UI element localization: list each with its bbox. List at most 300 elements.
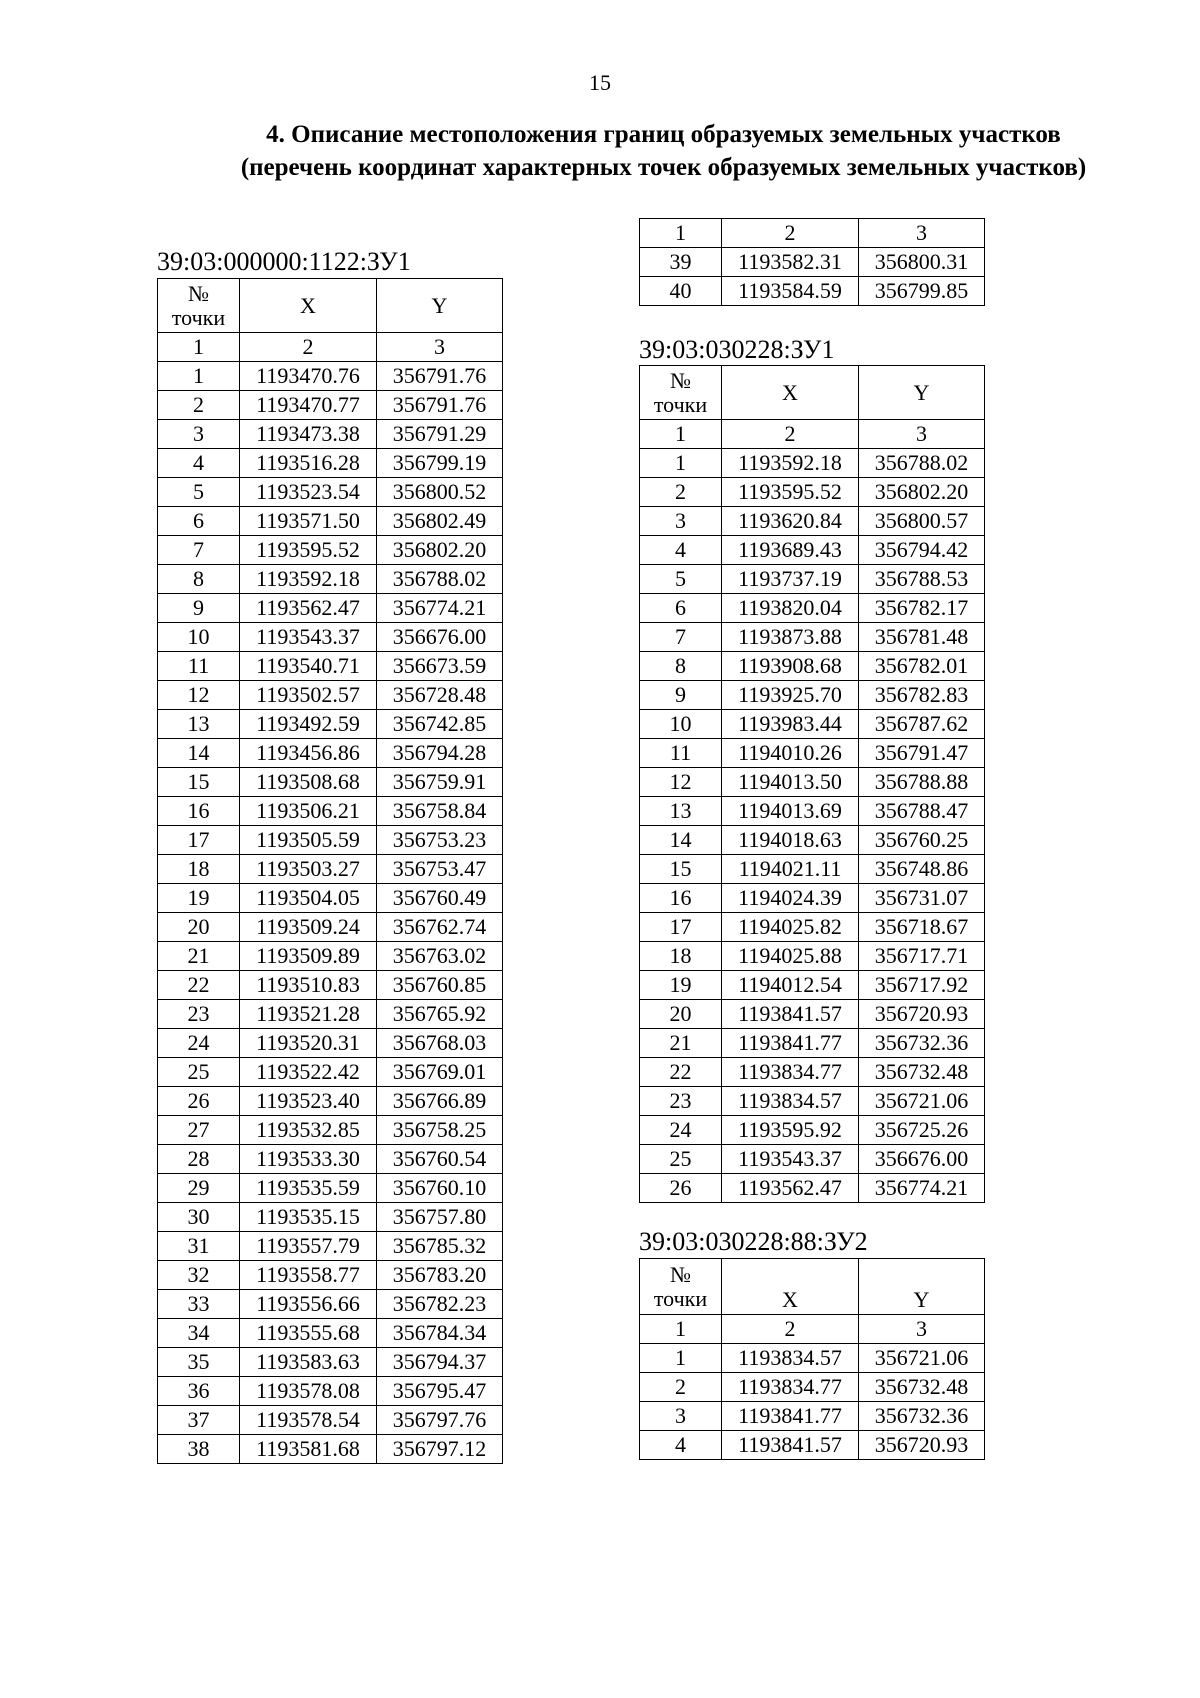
x-coordinate-cell: 1193841.57	[722, 1000, 859, 1029]
y-coordinate-cell: 356802.49	[377, 507, 503, 536]
y-coordinate-cell: 356797.76	[377, 1406, 503, 1435]
header-y: Y	[377, 279, 503, 333]
point-number-cell: 1	[158, 362, 240, 391]
point-number-cell: 8	[158, 565, 240, 594]
y-coordinate-cell: 356732.36	[859, 1402, 985, 1431]
column-index-row	[640, 219, 985, 248]
point-number-cell: 25	[640, 1145, 722, 1174]
x-coordinate-cell: 1193503.27	[240, 855, 377, 884]
x-coordinate-cell: 1193456.86	[240, 739, 377, 768]
title-line-2: (перечень координат характерных точек образуемых земельных участков)	[240, 154, 1087, 181]
section-label-1: 39:03:000000:1122:ЗУ1	[157, 247, 411, 276]
x-coordinate-cell: 1193581.68	[240, 1435, 377, 1464]
y-coordinate-cell: 356794.37	[377, 1348, 503, 1377]
column-index-2: 2	[722, 1315, 859, 1344]
table-row	[158, 652, 503, 681]
y-coordinate-cell: 356800.31	[859, 248, 985, 277]
x-coordinate-cell: 1194021.11	[722, 855, 859, 884]
y-coordinate-cell: 356732.36	[859, 1029, 985, 1058]
x-coordinate-cell: 1194010.26	[722, 739, 859, 768]
table-row	[158, 768, 503, 797]
table-row	[640, 1087, 985, 1116]
header-y: Y	[859, 366, 985, 420]
point-number-cell: 30	[158, 1203, 240, 1232]
x-coordinate-cell: 1193834.77	[722, 1058, 859, 1087]
table-row	[640, 623, 985, 652]
column-index-row	[640, 1315, 985, 1344]
y-coordinate-cell: 356785.32	[377, 1232, 503, 1261]
page-number: 15	[589, 70, 611, 95]
table-row	[158, 1000, 503, 1029]
point-number-cell: 7	[640, 623, 722, 652]
table-row	[158, 623, 503, 652]
section-label-3: 39:03:030228:88:ЗУ2	[639, 1227, 868, 1256]
point-number-cell: 6	[158, 507, 240, 536]
y-coordinate-cell: 356717.71	[859, 942, 985, 971]
point-number-cell: 2	[640, 1373, 722, 1402]
column-index-3: 3	[859, 420, 985, 449]
x-coordinate-cell: 1193540.71	[240, 652, 377, 681]
point-number-cell: 17	[640, 913, 722, 942]
point-number-cell: 6	[640, 594, 722, 623]
point-number-cell: 17	[158, 826, 240, 855]
x-coordinate-cell: 1194013.50	[722, 768, 859, 797]
x-coordinate-cell: 1193473.38	[240, 420, 377, 449]
x-coordinate-cell: 1193584.59	[722, 277, 859, 306]
x-coordinate-cell: 1193521.28	[240, 1000, 377, 1029]
table-row	[158, 1116, 503, 1145]
x-coordinate-cell: 1193562.47	[240, 594, 377, 623]
y-coordinate-cell: 356765.92	[377, 1000, 503, 1029]
y-coordinate-cell: 356795.47	[377, 1377, 503, 1406]
table-row	[158, 1348, 503, 1377]
table-row	[640, 277, 985, 306]
table-row	[158, 1261, 503, 1290]
x-coordinate-cell: 1193834.57	[722, 1344, 859, 1373]
table-row	[158, 797, 503, 826]
column-index-1: 1	[640, 420, 722, 449]
point-number-cell: 22	[158, 971, 240, 1000]
point-number-cell: 3	[158, 420, 240, 449]
table-row	[640, 797, 985, 826]
point-number-cell: 21	[158, 942, 240, 971]
table-header-row	[640, 366, 985, 420]
header-num-symbol: №	[670, 1261, 691, 1287]
x-coordinate-cell: 1193592.18	[722, 449, 859, 478]
table-row	[158, 1435, 503, 1464]
table-row	[640, 739, 985, 768]
x-coordinate-cell: 1193592.18	[240, 565, 377, 594]
y-coordinate-cell: 356791.76	[377, 362, 503, 391]
point-number-cell: 8	[640, 652, 722, 681]
table-row	[640, 855, 985, 884]
x-coordinate-cell: 1193509.89	[240, 942, 377, 971]
x-coordinate-cell: 1194013.69	[722, 797, 859, 826]
point-number-cell: 5	[158, 478, 240, 507]
header-point-number	[158, 279, 240, 333]
point-number-cell: 39	[640, 248, 722, 277]
y-coordinate-cell: 356794.42	[859, 536, 985, 565]
header-num-word: точки	[653, 1285, 708, 1311]
point-number-cell: 27	[158, 1116, 240, 1145]
point-number-cell: 1	[640, 449, 722, 478]
column-index-1: 1	[158, 333, 240, 362]
table-row	[158, 826, 503, 855]
y-coordinate-cell: 356799.19	[377, 449, 503, 478]
x-coordinate-cell: 1193557.79	[240, 1232, 377, 1261]
coordinates-table-1	[157, 278, 503, 1464]
header-point-number	[640, 1259, 722, 1315]
y-coordinate-cell: 356721.06	[859, 1344, 985, 1373]
column-index-1: 1	[640, 1315, 722, 1344]
point-number-cell: 22	[640, 1058, 722, 1087]
point-number-cell: 19	[640, 971, 722, 1000]
x-coordinate-cell: 1193737.19	[722, 565, 859, 594]
table-header-row	[158, 279, 503, 333]
table-row	[158, 1406, 503, 1435]
point-number-cell: 20	[158, 913, 240, 942]
table-row	[640, 681, 985, 710]
x-coordinate-cell: 1193834.77	[722, 1373, 859, 1402]
table-row	[158, 594, 503, 623]
y-coordinate-cell: 356753.23	[377, 826, 503, 855]
column-index-row	[640, 420, 985, 449]
x-coordinate-cell: 1193873.88	[722, 623, 859, 652]
y-coordinate-cell: 356766.89	[377, 1087, 503, 1116]
table-row	[158, 884, 503, 913]
column-index-row	[158, 333, 503, 362]
x-coordinate-cell: 1193841.77	[722, 1402, 859, 1431]
point-number-cell: 18	[640, 942, 722, 971]
y-coordinate-cell: 356788.02	[377, 565, 503, 594]
table-row	[158, 1232, 503, 1261]
y-coordinate-cell: 356731.07	[859, 884, 985, 913]
table-row	[158, 449, 503, 478]
y-coordinate-cell: 356782.83	[859, 681, 985, 710]
coordinates-table-3	[639, 1258, 985, 1460]
y-coordinate-cell: 356800.57	[859, 507, 985, 536]
point-number-cell: 26	[640, 1174, 722, 1203]
x-coordinate-cell: 1193543.37	[240, 623, 377, 652]
x-coordinate-cell: 1193532.85	[240, 1116, 377, 1145]
point-number-cell: 35	[158, 1348, 240, 1377]
section-label-2: 39:03:030228:ЗУ1	[639, 335, 835, 364]
table-row	[640, 1145, 985, 1174]
point-number-cell: 15	[158, 768, 240, 797]
y-coordinate-cell: 356784.34	[377, 1319, 503, 1348]
header-x: X	[722, 1259, 859, 1315]
table-row	[158, 1319, 503, 1348]
x-coordinate-cell: 1193620.84	[722, 507, 859, 536]
x-coordinate-cell: 1194025.82	[722, 913, 859, 942]
x-coordinate-cell: 1194025.88	[722, 942, 859, 971]
point-number-cell: 3	[640, 1402, 722, 1431]
table-row	[640, 1029, 985, 1058]
point-number-cell: 38	[158, 1435, 240, 1464]
table-row	[640, 1174, 985, 1203]
coordinates-table-1-continuation	[639, 218, 985, 306]
header-x: X	[240, 279, 377, 333]
point-number-cell: 23	[158, 1000, 240, 1029]
y-coordinate-cell: 356748.86	[859, 855, 985, 884]
y-coordinate-cell: 356721.06	[859, 1087, 985, 1116]
point-number-cell: 10	[640, 710, 722, 739]
y-coordinate-cell: 356787.62	[859, 710, 985, 739]
point-number-cell: 19	[158, 884, 240, 913]
y-coordinate-cell: 356732.48	[859, 1373, 985, 1402]
point-number-cell: 29	[158, 1174, 240, 1203]
table-row	[158, 1058, 503, 1087]
table-row	[640, 1000, 985, 1029]
y-coordinate-cell: 356774.21	[859, 1174, 985, 1203]
point-number-cell: 5	[640, 565, 722, 594]
table-row	[640, 652, 985, 681]
table-row	[640, 1058, 985, 1087]
y-coordinate-cell: 356763.02	[377, 942, 503, 971]
table-row	[158, 362, 503, 391]
y-coordinate-cell: 356782.23	[377, 1290, 503, 1319]
x-coordinate-cell: 1193556.66	[240, 1290, 377, 1319]
x-coordinate-cell: 1193841.57	[722, 1431, 859, 1460]
y-coordinate-cell: 356802.20	[859, 478, 985, 507]
x-coordinate-cell: 1193558.77	[240, 1261, 377, 1290]
y-coordinate-cell: 356759.91	[377, 768, 503, 797]
point-number-cell: 14	[158, 739, 240, 768]
point-number-cell: 4	[158, 449, 240, 478]
header-num-word: точки	[653, 391, 708, 417]
coordinates-table-2	[639, 365, 985, 1203]
x-coordinate-cell: 1193533.30	[240, 1145, 377, 1174]
y-coordinate-cell: 356788.47	[859, 797, 985, 826]
point-number-cell: 36	[158, 1377, 240, 1406]
x-coordinate-cell: 1193470.77	[240, 391, 377, 420]
table-row	[640, 536, 985, 565]
header-y: Y	[859, 1259, 985, 1315]
x-coordinate-cell: 1193820.04	[722, 594, 859, 623]
x-coordinate-cell: 1193522.42	[240, 1058, 377, 1087]
table-row	[640, 248, 985, 277]
y-coordinate-cell: 356760.10	[377, 1174, 503, 1203]
x-coordinate-cell: 1193492.59	[240, 710, 377, 739]
point-number-cell: 11	[640, 739, 722, 768]
table-row	[158, 710, 503, 739]
x-coordinate-cell: 1193841.77	[722, 1029, 859, 1058]
header-num-symbol: №	[188, 280, 209, 306]
point-number-cell: 34	[158, 1319, 240, 1348]
table-row	[640, 449, 985, 478]
x-coordinate-cell: 1193983.44	[722, 710, 859, 739]
y-coordinate-cell: 356760.49	[377, 884, 503, 913]
table-row	[158, 565, 503, 594]
x-coordinate-cell: 1193583.63	[240, 1348, 377, 1377]
y-coordinate-cell: 356774.21	[377, 594, 503, 623]
point-number-cell: 15	[640, 855, 722, 884]
x-coordinate-cell: 1193516.28	[240, 449, 377, 478]
x-coordinate-cell: 1193510.83	[240, 971, 377, 1000]
table-row	[640, 884, 985, 913]
point-number-cell: 4	[640, 536, 722, 565]
table-row	[640, 710, 985, 739]
table-row	[158, 739, 503, 768]
table-row	[640, 1402, 985, 1431]
table-row	[640, 826, 985, 855]
x-coordinate-cell: 1194012.54	[722, 971, 859, 1000]
point-number-cell: 7	[158, 536, 240, 565]
y-coordinate-cell: 356725.26	[859, 1116, 985, 1145]
table-row	[158, 1203, 503, 1232]
table-row	[640, 1116, 985, 1145]
point-number-cell: 37	[158, 1406, 240, 1435]
table-row	[640, 1373, 985, 1402]
y-coordinate-cell: 356782.17	[859, 594, 985, 623]
table-row	[640, 1344, 985, 1373]
x-coordinate-cell: 1193535.59	[240, 1174, 377, 1203]
x-coordinate-cell: 1193520.31	[240, 1029, 377, 1058]
point-number-cell: 14	[640, 826, 722, 855]
x-coordinate-cell: 1193908.68	[722, 652, 859, 681]
y-coordinate-cell: 356758.84	[377, 797, 503, 826]
y-coordinate-cell: 356760.85	[377, 971, 503, 1000]
y-coordinate-cell: 356800.52	[377, 478, 503, 507]
document-title	[0, 118, 1200, 184]
table-row	[158, 855, 503, 884]
title-line-1: 4. Описание местоположения границ образуемых земельных участков	[266, 121, 1061, 148]
point-number-cell: 3	[640, 507, 722, 536]
x-coordinate-cell: 1193582.31	[722, 248, 859, 277]
table-row	[158, 507, 503, 536]
y-coordinate-cell: 356794.28	[377, 739, 503, 768]
table-3-body	[640, 1259, 985, 1460]
y-coordinate-cell: 356791.29	[377, 420, 503, 449]
x-coordinate-cell: 1193535.15	[240, 1203, 377, 1232]
point-number-cell: 16	[640, 884, 722, 913]
point-number-cell: 1	[640, 1344, 722, 1373]
x-coordinate-cell: 1193555.68	[240, 1319, 377, 1348]
point-number-cell: 12	[640, 768, 722, 797]
table-row	[158, 1377, 503, 1406]
table-row	[158, 971, 503, 1000]
table-row	[158, 391, 503, 420]
table-1-continuation-body	[640, 219, 985, 306]
x-coordinate-cell: 1193508.68	[240, 768, 377, 797]
column-index-1: 1	[640, 219, 722, 248]
table-row	[640, 565, 985, 594]
point-number-cell: 23	[640, 1087, 722, 1116]
column-index-2: 2	[722, 219, 859, 248]
y-coordinate-cell: 356720.93	[859, 1000, 985, 1029]
point-number-cell: 18	[158, 855, 240, 884]
point-number-cell: 31	[158, 1232, 240, 1261]
x-coordinate-cell: 1193562.47	[722, 1174, 859, 1203]
x-coordinate-cell: 1193571.50	[240, 507, 377, 536]
x-coordinate-cell: 1193523.54	[240, 478, 377, 507]
y-coordinate-cell: 356788.02	[859, 449, 985, 478]
table-row	[640, 478, 985, 507]
y-coordinate-cell: 356758.25	[377, 1116, 503, 1145]
y-coordinate-cell: 356782.01	[859, 652, 985, 681]
x-coordinate-cell: 1193543.37	[722, 1145, 859, 1174]
point-number-cell: 40	[640, 277, 722, 306]
x-coordinate-cell: 1193595.52	[240, 536, 377, 565]
y-coordinate-cell: 356720.93	[859, 1431, 985, 1460]
y-coordinate-cell: 356753.47	[377, 855, 503, 884]
x-coordinate-cell: 1193834.57	[722, 1087, 859, 1116]
y-coordinate-cell: 356788.53	[859, 565, 985, 594]
y-coordinate-cell: 356788.88	[859, 768, 985, 797]
x-coordinate-cell: 1193505.59	[240, 826, 377, 855]
x-coordinate-cell: 1193578.08	[240, 1377, 377, 1406]
point-number-cell: 33	[158, 1290, 240, 1319]
point-number-cell: 26	[158, 1087, 240, 1116]
point-number-cell: 2	[640, 478, 722, 507]
point-number-cell: 13	[158, 710, 240, 739]
point-number-cell: 24	[640, 1116, 722, 1145]
table-row	[158, 478, 503, 507]
x-coordinate-cell: 1193578.54	[240, 1406, 377, 1435]
x-coordinate-cell: 1193506.21	[240, 797, 377, 826]
table-row	[640, 594, 985, 623]
table-row	[158, 942, 503, 971]
table-row	[640, 1431, 985, 1460]
x-coordinate-cell: 1193470.76	[240, 362, 377, 391]
point-number-cell: 24	[158, 1029, 240, 1058]
y-coordinate-cell: 356791.76	[377, 391, 503, 420]
column-index-2: 2	[722, 420, 859, 449]
y-coordinate-cell: 356718.67	[859, 913, 985, 942]
header-point-number	[640, 366, 722, 420]
table-row	[640, 971, 985, 1000]
column-index-2: 2	[240, 333, 377, 362]
table-row	[158, 1174, 503, 1203]
point-number-cell: 13	[640, 797, 722, 826]
point-number-cell: 32	[158, 1261, 240, 1290]
column-index-3: 3	[859, 1315, 985, 1344]
y-coordinate-cell: 356791.47	[859, 739, 985, 768]
point-number-cell: 20	[640, 1000, 722, 1029]
y-coordinate-cell: 356799.85	[859, 277, 985, 306]
point-number-cell: 28	[158, 1145, 240, 1174]
x-coordinate-cell: 1193502.57	[240, 681, 377, 710]
table-row	[158, 1145, 503, 1174]
point-number-cell: 9	[640, 681, 722, 710]
table-row	[158, 1087, 503, 1116]
y-coordinate-cell: 356676.00	[377, 623, 503, 652]
y-coordinate-cell: 356797.12	[377, 1435, 503, 1464]
x-coordinate-cell: 1194024.39	[722, 884, 859, 913]
y-coordinate-cell: 356760.25	[859, 826, 985, 855]
y-coordinate-cell: 356781.48	[859, 623, 985, 652]
table-row	[158, 536, 503, 565]
y-coordinate-cell: 356673.59	[377, 652, 503, 681]
y-coordinate-cell: 356783.20	[377, 1261, 503, 1290]
x-coordinate-cell: 1193925.70	[722, 681, 859, 710]
column-index-3: 3	[377, 333, 503, 362]
y-coordinate-cell: 356762.74	[377, 913, 503, 942]
x-coordinate-cell: 1193509.24	[240, 913, 377, 942]
y-coordinate-cell: 356732.48	[859, 1058, 985, 1087]
point-number-cell: 2	[158, 391, 240, 420]
table-row	[640, 913, 985, 942]
point-number-cell: 9	[158, 594, 240, 623]
table-1-body	[158, 279, 503, 1464]
header-x: X	[722, 366, 859, 420]
point-number-cell: 4	[640, 1431, 722, 1460]
x-coordinate-cell: 1193595.52	[722, 478, 859, 507]
x-coordinate-cell: 1193504.05	[240, 884, 377, 913]
y-coordinate-cell: 356717.92	[859, 971, 985, 1000]
y-coordinate-cell: 356728.48	[377, 681, 503, 710]
table-2-body	[640, 366, 985, 1203]
